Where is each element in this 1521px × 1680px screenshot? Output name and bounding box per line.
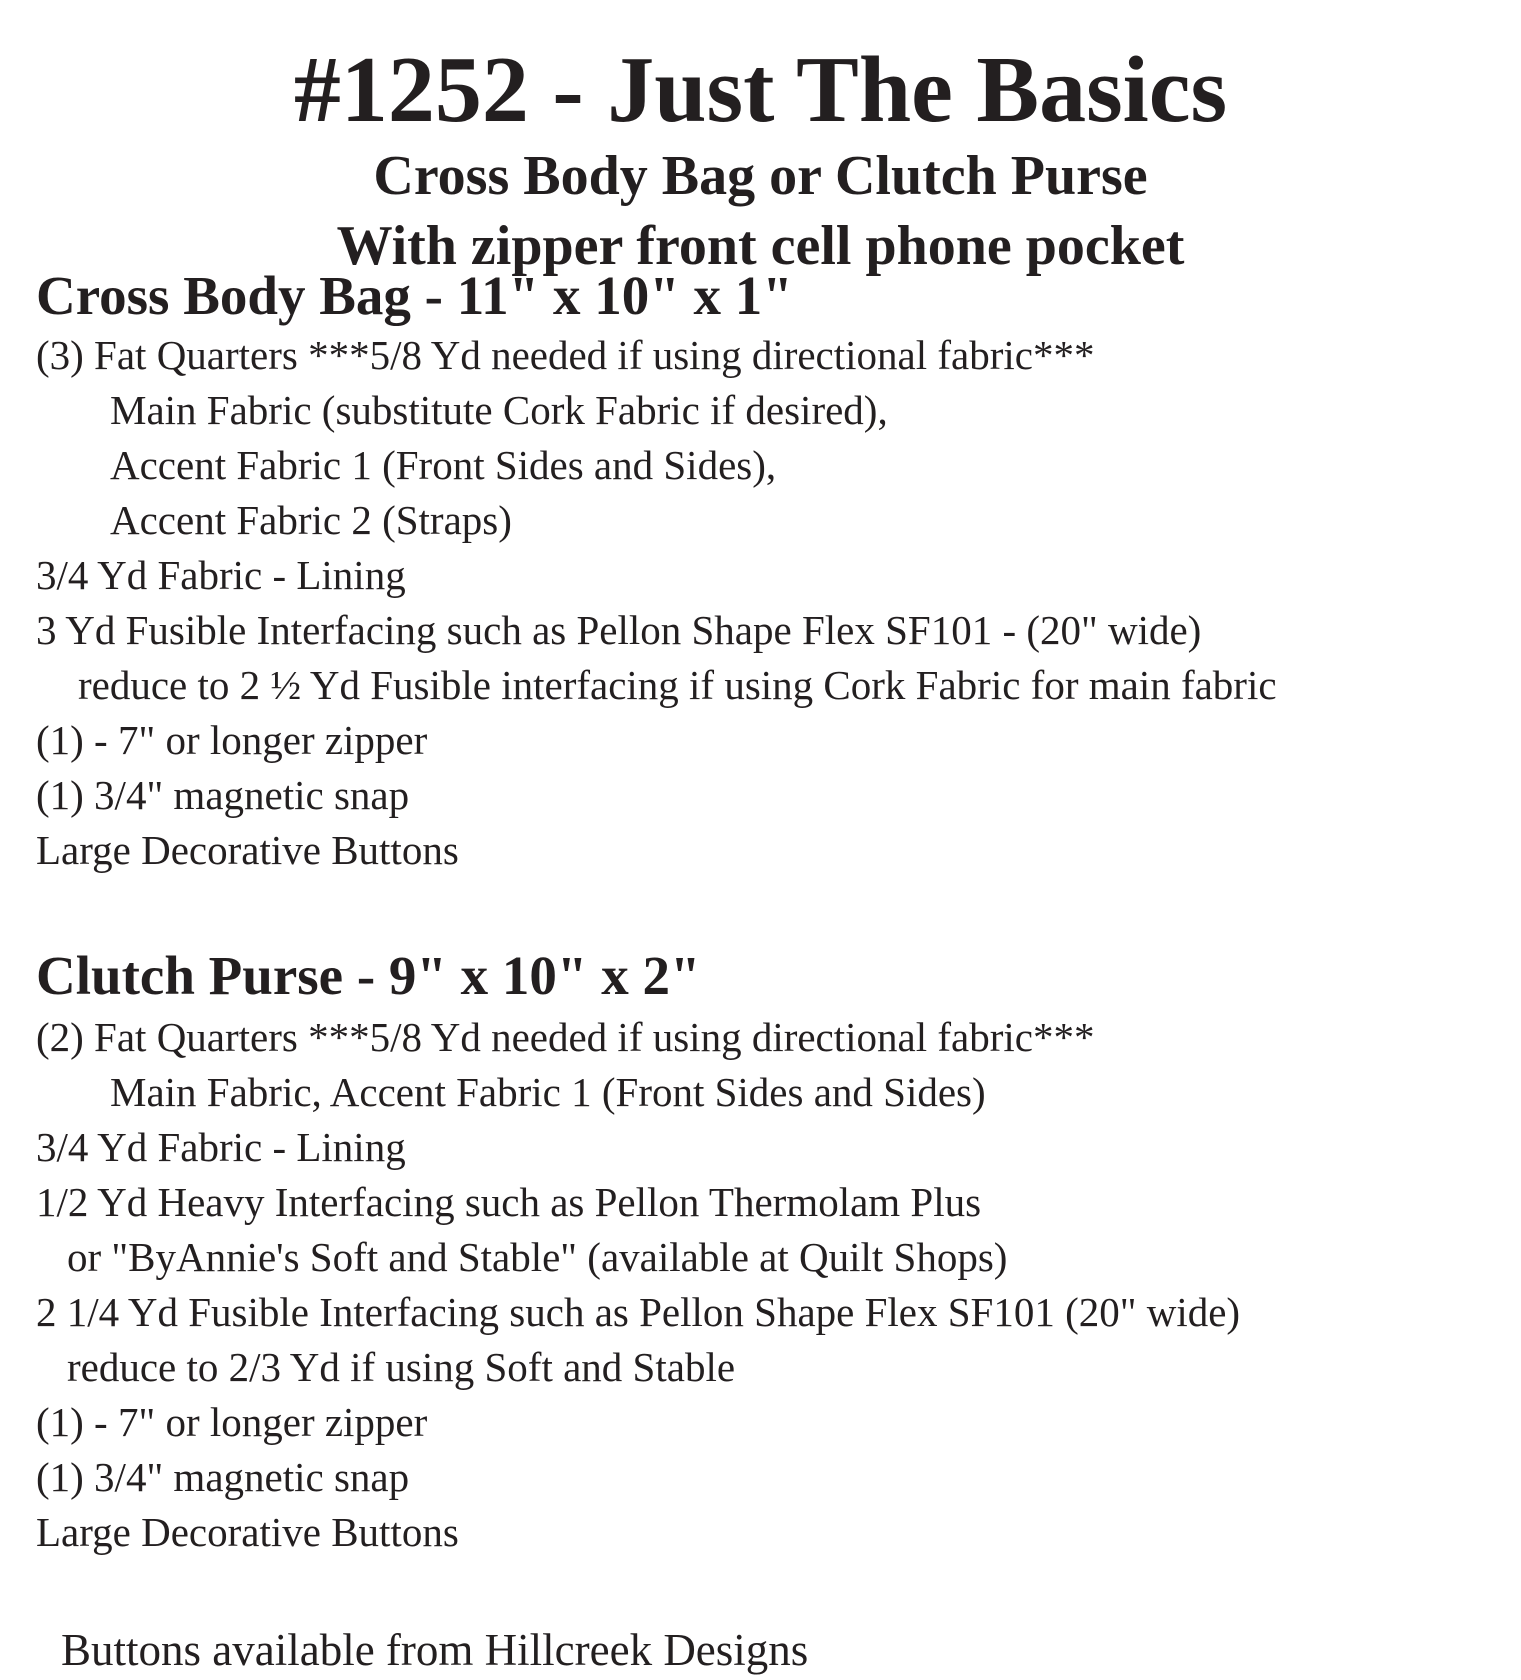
supply-item: reduce to 2/3 Yd if using Soft and Stable bbox=[67, 1344, 736, 1390]
supply-item: Large Decorative Buttons bbox=[36, 827, 459, 873]
supply-item: Main Fabric (substitute Cork Fabric if desired), bbox=[110, 387, 888, 433]
supply-item: (3) Fat Quarters ***5/8 Yd needed if using directional fabric*** bbox=[36, 332, 1095, 378]
supply-item: (2) Fat Quarters ***5/8 Yd needed if using directional fabric*** bbox=[36, 1014, 1095, 1060]
supply-item: (1) - 7" or longer zipper bbox=[36, 1399, 428, 1445]
supply-item: (1) 3/4" magnetic snap bbox=[36, 1454, 410, 1500]
cross-body-bag-heading: Cross Body Bag - 11" x 10" x 1" bbox=[36, 265, 793, 326]
supply-item: (1) 3/4" magnetic snap bbox=[36, 772, 410, 818]
cross-body-bag-supply-list bbox=[36, 328, 1277, 878]
supply-item: 1/2 Yd Heavy Interfacing such as Pellon Thermolam Plus bbox=[36, 1179, 982, 1225]
supply-item: 2 1/4 Yd Fusible Interfacing such as Pellon Shape Flex SF101 (20" wide) bbox=[36, 1289, 1241, 1335]
subtitle-line-2: With zipper front cell phone pocket bbox=[336, 215, 1185, 277]
supply-item: (1) - 7" or longer zipper bbox=[36, 717, 428, 763]
supply-item: 3/4 Yd Fabric - Lining bbox=[36, 1124, 406, 1170]
footer-note: Buttons available from Hillcreek Designs bbox=[61, 1625, 809, 1675]
supply-item: Accent Fabric 2 (Straps) bbox=[110, 497, 512, 543]
supply-item: Large Decorative Buttons bbox=[36, 1509, 459, 1555]
page-title: #1252 - Just The Basics bbox=[293, 38, 1228, 142]
supply-item: or "ByAnnie's Soft and Stable" (available at Quilt Shops) bbox=[67, 1234, 1008, 1280]
supply-item: 3/4 Yd Fabric - Lining bbox=[36, 552, 406, 598]
supply-item: 3 Yd Fusible Interfacing such as Pellon Shape Flex SF101 - (20" wide) bbox=[36, 607, 1202, 653]
supply-item: Main Fabric, Accent Fabric 1 (Front Sides and Sides) bbox=[110, 1069, 986, 1115]
subtitle-line-1: Cross Body Bag or Clutch Purse bbox=[373, 145, 1148, 207]
supply-item: Accent Fabric 1 (Front Sides and Sides), bbox=[110, 442, 777, 488]
clutch-purse-supply-list bbox=[36, 1010, 1240, 1560]
supply-item: reduce to 2 ½ Yd Fusible interfacing if using Cork Fabric for main fabric bbox=[78, 662, 1277, 708]
clutch-purse-heading: Clutch Purse - 9" x 10" x 2" bbox=[36, 945, 701, 1006]
